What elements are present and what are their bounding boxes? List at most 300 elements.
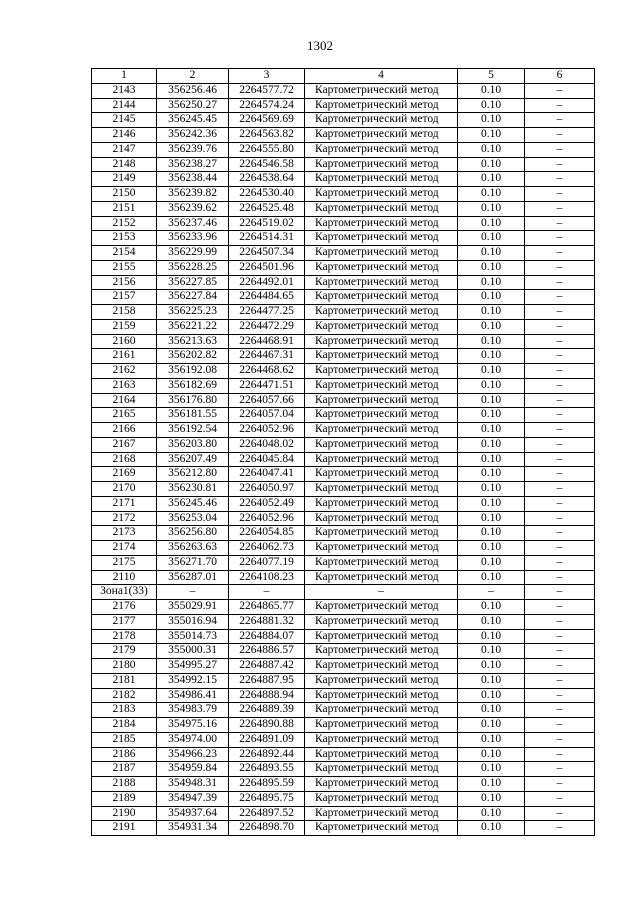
table-cell: 2178 (92, 629, 157, 644)
table-cell: 0.10 (458, 659, 525, 674)
table-cell: 0.10 (458, 246, 525, 261)
table-cell: 2145 (92, 113, 157, 128)
table-cell: Картометрический метод (305, 600, 458, 615)
table-cell: 0.10 (458, 644, 525, 659)
table-cell: 356256.80 (157, 526, 229, 541)
table-cell: 2264048.02 (229, 437, 305, 452)
table-cell: – (525, 305, 595, 320)
table-cell: 2264050.97 (229, 482, 305, 497)
table-row (92, 629, 595, 644)
table-cell: 0.10 (458, 201, 525, 216)
table-cell: Картометрический метод (305, 747, 458, 762)
table-cell: 2170 (92, 482, 157, 497)
table-cell: 2264898.70 (229, 821, 305, 836)
table-cell: 2264077.19 (229, 555, 305, 570)
table-row (92, 142, 595, 157)
table-row (92, 83, 595, 98)
table-cell: 356182.69 (157, 378, 229, 393)
table-row (92, 585, 595, 600)
table-cell: – (525, 157, 595, 172)
table-cell: 0.10 (458, 791, 525, 806)
table-row (92, 364, 595, 379)
table-cell: Картометрический метод (305, 172, 458, 187)
table-cell: – (525, 260, 595, 275)
table-cell: 2264514.31 (229, 231, 305, 246)
table-cell: Картометрический метод (305, 688, 458, 703)
table-cell: 0.10 (458, 408, 525, 423)
table-cell: 0.10 (458, 113, 525, 128)
table-cell: Картометрический метод (305, 408, 458, 423)
table-cell: Картометрический метод (305, 791, 458, 806)
table-cell: 2182 (92, 688, 157, 703)
table-cell: – (525, 747, 595, 762)
table-cell: Картометрический метод (305, 629, 458, 644)
table-row (92, 246, 595, 261)
table-cell: 356250.27 (157, 98, 229, 113)
table-cell: 2264492.01 (229, 275, 305, 290)
table-cell: 355014.73 (157, 629, 229, 644)
table-cell: 354947.39 (157, 791, 229, 806)
table-header-row (92, 69, 595, 84)
table-cell: 356207.49 (157, 452, 229, 467)
table-cell: 356237.46 (157, 216, 229, 231)
table-cell: Картометрический метод (305, 541, 458, 556)
table-cell: 0.10 (458, 806, 525, 821)
table-cell: – (525, 319, 595, 334)
table-row (92, 791, 595, 806)
table-cell: 2264062.73 (229, 541, 305, 556)
table-cell: 2155 (92, 260, 157, 275)
table-cell: 355029.91 (157, 600, 229, 615)
table-cell: 2264057.66 (229, 393, 305, 408)
table-cell: 356238.27 (157, 157, 229, 172)
table-cell: 0.10 (458, 334, 525, 349)
table-cell: 356271.70 (157, 555, 229, 570)
table-cell: 2144 (92, 98, 157, 113)
table-cell: Картометрический метод (305, 349, 458, 364)
table-cell: 356203.80 (157, 437, 229, 452)
table-cell: 356176.80 (157, 393, 229, 408)
table-cell: 2264886.57 (229, 644, 305, 659)
table-cell: – (525, 541, 595, 556)
table-cell: 0.10 (458, 703, 525, 718)
table-cell: 2264546.58 (229, 157, 305, 172)
table-cell: 0.10 (458, 290, 525, 305)
table-row (92, 408, 595, 423)
page-number: 1302 (307, 38, 333, 53)
table-row (92, 98, 595, 113)
table-cell: 2160 (92, 334, 157, 349)
table-cell: 356213.63 (157, 334, 229, 349)
table-cell: Картометрический метод (305, 378, 458, 393)
table-cell: 2264108.23 (229, 570, 305, 585)
table-cell: 2264471.51 (229, 378, 305, 393)
table-cell: 356202.82 (157, 349, 229, 364)
table-cell: 356245.46 (157, 496, 229, 511)
table-cell: 0.10 (458, 275, 525, 290)
table-cell: – (525, 201, 595, 216)
table-cell: – (525, 614, 595, 629)
table-row (92, 452, 595, 467)
table-cell: – (525, 349, 595, 364)
table-cell: – (525, 600, 595, 615)
table-cell: – (525, 98, 595, 113)
table-cell: 2169 (92, 467, 157, 482)
table-cell: 2264477.25 (229, 305, 305, 320)
table-row (92, 777, 595, 792)
table-cell: 2264507.34 (229, 246, 305, 261)
table-cell: 2149 (92, 172, 157, 187)
table-cell: 0.10 (458, 142, 525, 157)
table-cell: 2154 (92, 246, 157, 261)
table-cell: 354975.16 (157, 718, 229, 733)
table-cell: – (525, 423, 595, 438)
table-cell: 356225.23 (157, 305, 229, 320)
table-cell: – (525, 437, 595, 452)
table-cell: 2264052.96 (229, 511, 305, 526)
table-row (92, 113, 595, 128)
table-cell: Картометрический метод (305, 659, 458, 674)
table-cell: – (525, 688, 595, 703)
table-cell: Картометрический метод (305, 157, 458, 172)
table-cell: 2163 (92, 378, 157, 393)
table-cell: 0.10 (458, 467, 525, 482)
table-cell: 356239.82 (157, 187, 229, 202)
table-cell: – (525, 732, 595, 747)
table-row (92, 821, 595, 836)
table-cell: 2264501.96 (229, 260, 305, 275)
table-cell: 2264468.62 (229, 364, 305, 379)
table-cell: 0.10 (458, 688, 525, 703)
table-row (92, 231, 595, 246)
table-cell: – (229, 585, 305, 600)
table-cell: 354966.23 (157, 747, 229, 762)
table-cell: – (525, 482, 595, 497)
table-cell: 0.10 (458, 747, 525, 762)
table-cell: – (525, 718, 595, 733)
table-row (92, 718, 595, 733)
table-row (92, 319, 595, 334)
table-cell: Картометрический метод (305, 260, 458, 275)
table-row (92, 305, 595, 320)
table-cell: – (525, 791, 595, 806)
table-cell: 354995.27 (157, 659, 229, 674)
table-cell: 0.10 (458, 452, 525, 467)
table-row (92, 703, 595, 718)
table-cell: – (458, 585, 525, 600)
table-cell: Картометрический метод (305, 423, 458, 438)
table-cell: 0.10 (458, 364, 525, 379)
table-cell: 2264530.40 (229, 187, 305, 202)
table-row (92, 511, 595, 526)
table-cell: 0.10 (458, 821, 525, 836)
table-cell: Картометрический метод (305, 187, 458, 202)
table-cell: 2264468.91 (229, 334, 305, 349)
table-row (92, 732, 595, 747)
table-cell: – (525, 659, 595, 674)
table-cell: – (525, 452, 595, 467)
table-cell: 2264525.48 (229, 201, 305, 216)
table-cell: 356239.62 (157, 201, 229, 216)
table-cell: – (525, 570, 595, 585)
table-cell: Картометрический метод (305, 216, 458, 231)
table-cell: 0.10 (458, 260, 525, 275)
table-cell: 2264895.75 (229, 791, 305, 806)
table-cell: 2166 (92, 423, 157, 438)
table-cell: 0.10 (458, 777, 525, 792)
table-cell: Картометрический метод (305, 290, 458, 305)
table-cell: 2264045.84 (229, 452, 305, 467)
table-row (92, 437, 595, 452)
table-cell: 0.10 (458, 98, 525, 113)
table-cell: Картометрический метод (305, 467, 458, 482)
table-cell: 2161 (92, 349, 157, 364)
table-cell: 0.10 (458, 305, 525, 320)
table-cell: 2176 (92, 600, 157, 615)
table-cell: Картометрический метод (305, 511, 458, 526)
table-cell: 0.10 (458, 349, 525, 364)
table-cell: 0.10 (458, 732, 525, 747)
table-cell: 0.10 (458, 83, 525, 98)
table-cell: – (525, 172, 595, 187)
table-row (92, 467, 595, 482)
table-cell: 356229.99 (157, 246, 229, 261)
table-row (92, 614, 595, 629)
table-cell: 356221.22 (157, 319, 229, 334)
table-cell: – (525, 467, 595, 482)
table-cell: 0.10 (458, 496, 525, 511)
table-cell: 2150 (92, 187, 157, 202)
table-cell: – (525, 644, 595, 659)
table-cell: – (525, 526, 595, 541)
table-row (92, 157, 595, 172)
table-cell: 2174 (92, 541, 157, 556)
table-body (92, 83, 595, 835)
table-cell: 354986.41 (157, 688, 229, 703)
table-cell: Картометрический метод (305, 275, 458, 290)
table-cell: 2175 (92, 555, 157, 570)
table-cell: 2185 (92, 732, 157, 747)
table-cell: Зона1(33) (92, 585, 157, 600)
table-cell: Картометрический метод (305, 201, 458, 216)
table-row (92, 762, 595, 777)
table-cell: Картометрический метод (305, 496, 458, 511)
table-cell: – (525, 703, 595, 718)
table-cell: 2264888.94 (229, 688, 305, 703)
table-cell: 2179 (92, 644, 157, 659)
table-cell: Картометрический метод (305, 98, 458, 113)
table-cell: Картометрический метод (305, 334, 458, 349)
table-cell: 2264577.72 (229, 83, 305, 98)
table-cell: – (525, 821, 595, 836)
table-cell: Картометрический метод (305, 673, 458, 688)
table-cell: 354974.00 (157, 732, 229, 747)
table-cell: 0.10 (458, 423, 525, 438)
table-cell: 356287.01 (157, 570, 229, 585)
table-cell: Картометрический метод (305, 231, 458, 246)
table-cell: 356238.44 (157, 172, 229, 187)
table-row (92, 216, 595, 231)
table-cell: Картометрический метод (305, 364, 458, 379)
table-cell: 2164 (92, 393, 157, 408)
table-cell: 2264890.88 (229, 718, 305, 733)
table-cell: – (525, 216, 595, 231)
table-cell: 0.10 (458, 718, 525, 733)
table-cell: Картометрический метод (305, 555, 458, 570)
table-cell: 0.10 (458, 437, 525, 452)
table-cell: Картометрический метод (305, 319, 458, 334)
table-row (92, 644, 595, 659)
table-cell: Картометрический метод (305, 614, 458, 629)
table-cell: 2143 (92, 83, 157, 98)
table-cell: 0.10 (458, 231, 525, 246)
table-cell: 2148 (92, 157, 157, 172)
table-row (92, 747, 595, 762)
table-cell: – (525, 629, 595, 644)
table-cell: 0.10 (458, 570, 525, 585)
table-cell: 2191 (92, 821, 157, 836)
table-cell: 2172 (92, 511, 157, 526)
table-cell: 0.10 (458, 673, 525, 688)
table-cell: 2180 (92, 659, 157, 674)
table-cell: Картометрический метод (305, 806, 458, 821)
table-cell: 2173 (92, 526, 157, 541)
table-row (92, 555, 595, 570)
table-cell: – (525, 555, 595, 570)
table-cell: 2147 (92, 142, 157, 157)
table-cell: 0.10 (458, 526, 525, 541)
table-cell: Картометрический метод (305, 703, 458, 718)
table-cell: – (305, 585, 458, 600)
table-row (92, 673, 595, 688)
table-cell: 2188 (92, 777, 157, 792)
table-cell: 356253.04 (157, 511, 229, 526)
table-cell: 2264054.85 (229, 526, 305, 541)
table-cell: 356227.85 (157, 275, 229, 290)
table-cell: 2264893.55 (229, 762, 305, 777)
table-cell: 2157 (92, 290, 157, 305)
table-cell: – (525, 231, 595, 246)
column-header: 5 (458, 69, 525, 84)
table-cell: 2264569.69 (229, 113, 305, 128)
table-cell: – (525, 334, 595, 349)
table-cell: Картометрический метод (305, 128, 458, 143)
table-row (92, 806, 595, 821)
table-cell: 356227.84 (157, 290, 229, 305)
table-cell: 2183 (92, 703, 157, 718)
table-cell: 354983.79 (157, 703, 229, 718)
table-cell: 2264895.59 (229, 777, 305, 792)
table-cell: 354948.31 (157, 777, 229, 792)
table-cell: 2264891.09 (229, 732, 305, 747)
table-cell: – (525, 142, 595, 157)
table-cell: – (157, 585, 229, 600)
table-cell: 354931.34 (157, 821, 229, 836)
table-cell: 0.10 (458, 216, 525, 231)
table-cell: 2177 (92, 614, 157, 629)
table-cell: – (525, 673, 595, 688)
table-cell: 2159 (92, 319, 157, 334)
table-cell: 0.10 (458, 172, 525, 187)
table-row (92, 659, 595, 674)
table-row (92, 541, 595, 556)
table-cell: 0.10 (458, 629, 525, 644)
table-row (92, 496, 595, 511)
table-row (92, 482, 595, 497)
table-cell: 356228.25 (157, 260, 229, 275)
column-header: 1 (92, 69, 157, 84)
table-cell: Картометрический метод (305, 437, 458, 452)
table-cell: 2264057.04 (229, 408, 305, 423)
table-cell: 354937.64 (157, 806, 229, 821)
table-cell: 2264052.49 (229, 496, 305, 511)
table-cell: 0.10 (458, 157, 525, 172)
table-cell: 2184 (92, 718, 157, 733)
table-cell: – (525, 511, 595, 526)
table-cell: 2146 (92, 128, 157, 143)
table-cell: 2264887.42 (229, 659, 305, 674)
table-cell: Картометрический метод (305, 246, 458, 261)
table-cell: – (525, 806, 595, 821)
table-cell: – (525, 762, 595, 777)
table-row (92, 688, 595, 703)
table-row (92, 570, 595, 585)
table-cell: 2187 (92, 762, 157, 777)
table-cell: 0.10 (458, 541, 525, 556)
column-header: 3 (229, 69, 305, 84)
table-cell: – (525, 393, 595, 408)
table-cell: 2153 (92, 231, 157, 246)
table-cell: 2151 (92, 201, 157, 216)
table-row (92, 349, 595, 364)
table-row (92, 378, 595, 393)
table-cell: – (525, 246, 595, 261)
table-cell: 356212.80 (157, 467, 229, 482)
table-cell: 0.10 (458, 614, 525, 629)
table-row (92, 423, 595, 438)
table-cell: 2264892.44 (229, 747, 305, 762)
table-cell: – (525, 364, 595, 379)
table-cell: Картометрический метод (305, 393, 458, 408)
table-cell: – (525, 378, 595, 393)
table-cell: 0.10 (458, 128, 525, 143)
table-cell: 2264897.52 (229, 806, 305, 821)
table-cell: 2181 (92, 673, 157, 688)
table-cell: 356192.08 (157, 364, 229, 379)
table-cell: 356230.81 (157, 482, 229, 497)
table-cell: – (525, 777, 595, 792)
table-cell: 2264887.95 (229, 673, 305, 688)
table-cell: 354992.15 (157, 673, 229, 688)
table-cell: 0.10 (458, 555, 525, 570)
table-cell: 2264484.65 (229, 290, 305, 305)
table-cell: 0.10 (458, 187, 525, 202)
table-cell: 2264538.64 (229, 172, 305, 187)
table-cell: 0.10 (458, 378, 525, 393)
table-cell: 2264467.31 (229, 349, 305, 364)
table-cell: 0.10 (458, 511, 525, 526)
table-cell: 2264889.39 (229, 703, 305, 718)
table-cell: Картометрический метод (305, 732, 458, 747)
table-row (92, 128, 595, 143)
table-cell: 356239.76 (157, 142, 229, 157)
table-cell: 0.10 (458, 319, 525, 334)
table-cell: Картометрический метод (305, 452, 458, 467)
table-cell: – (525, 128, 595, 143)
table-cell: – (525, 113, 595, 128)
column-header: 4 (305, 69, 458, 84)
table-cell: 356245.45 (157, 113, 229, 128)
